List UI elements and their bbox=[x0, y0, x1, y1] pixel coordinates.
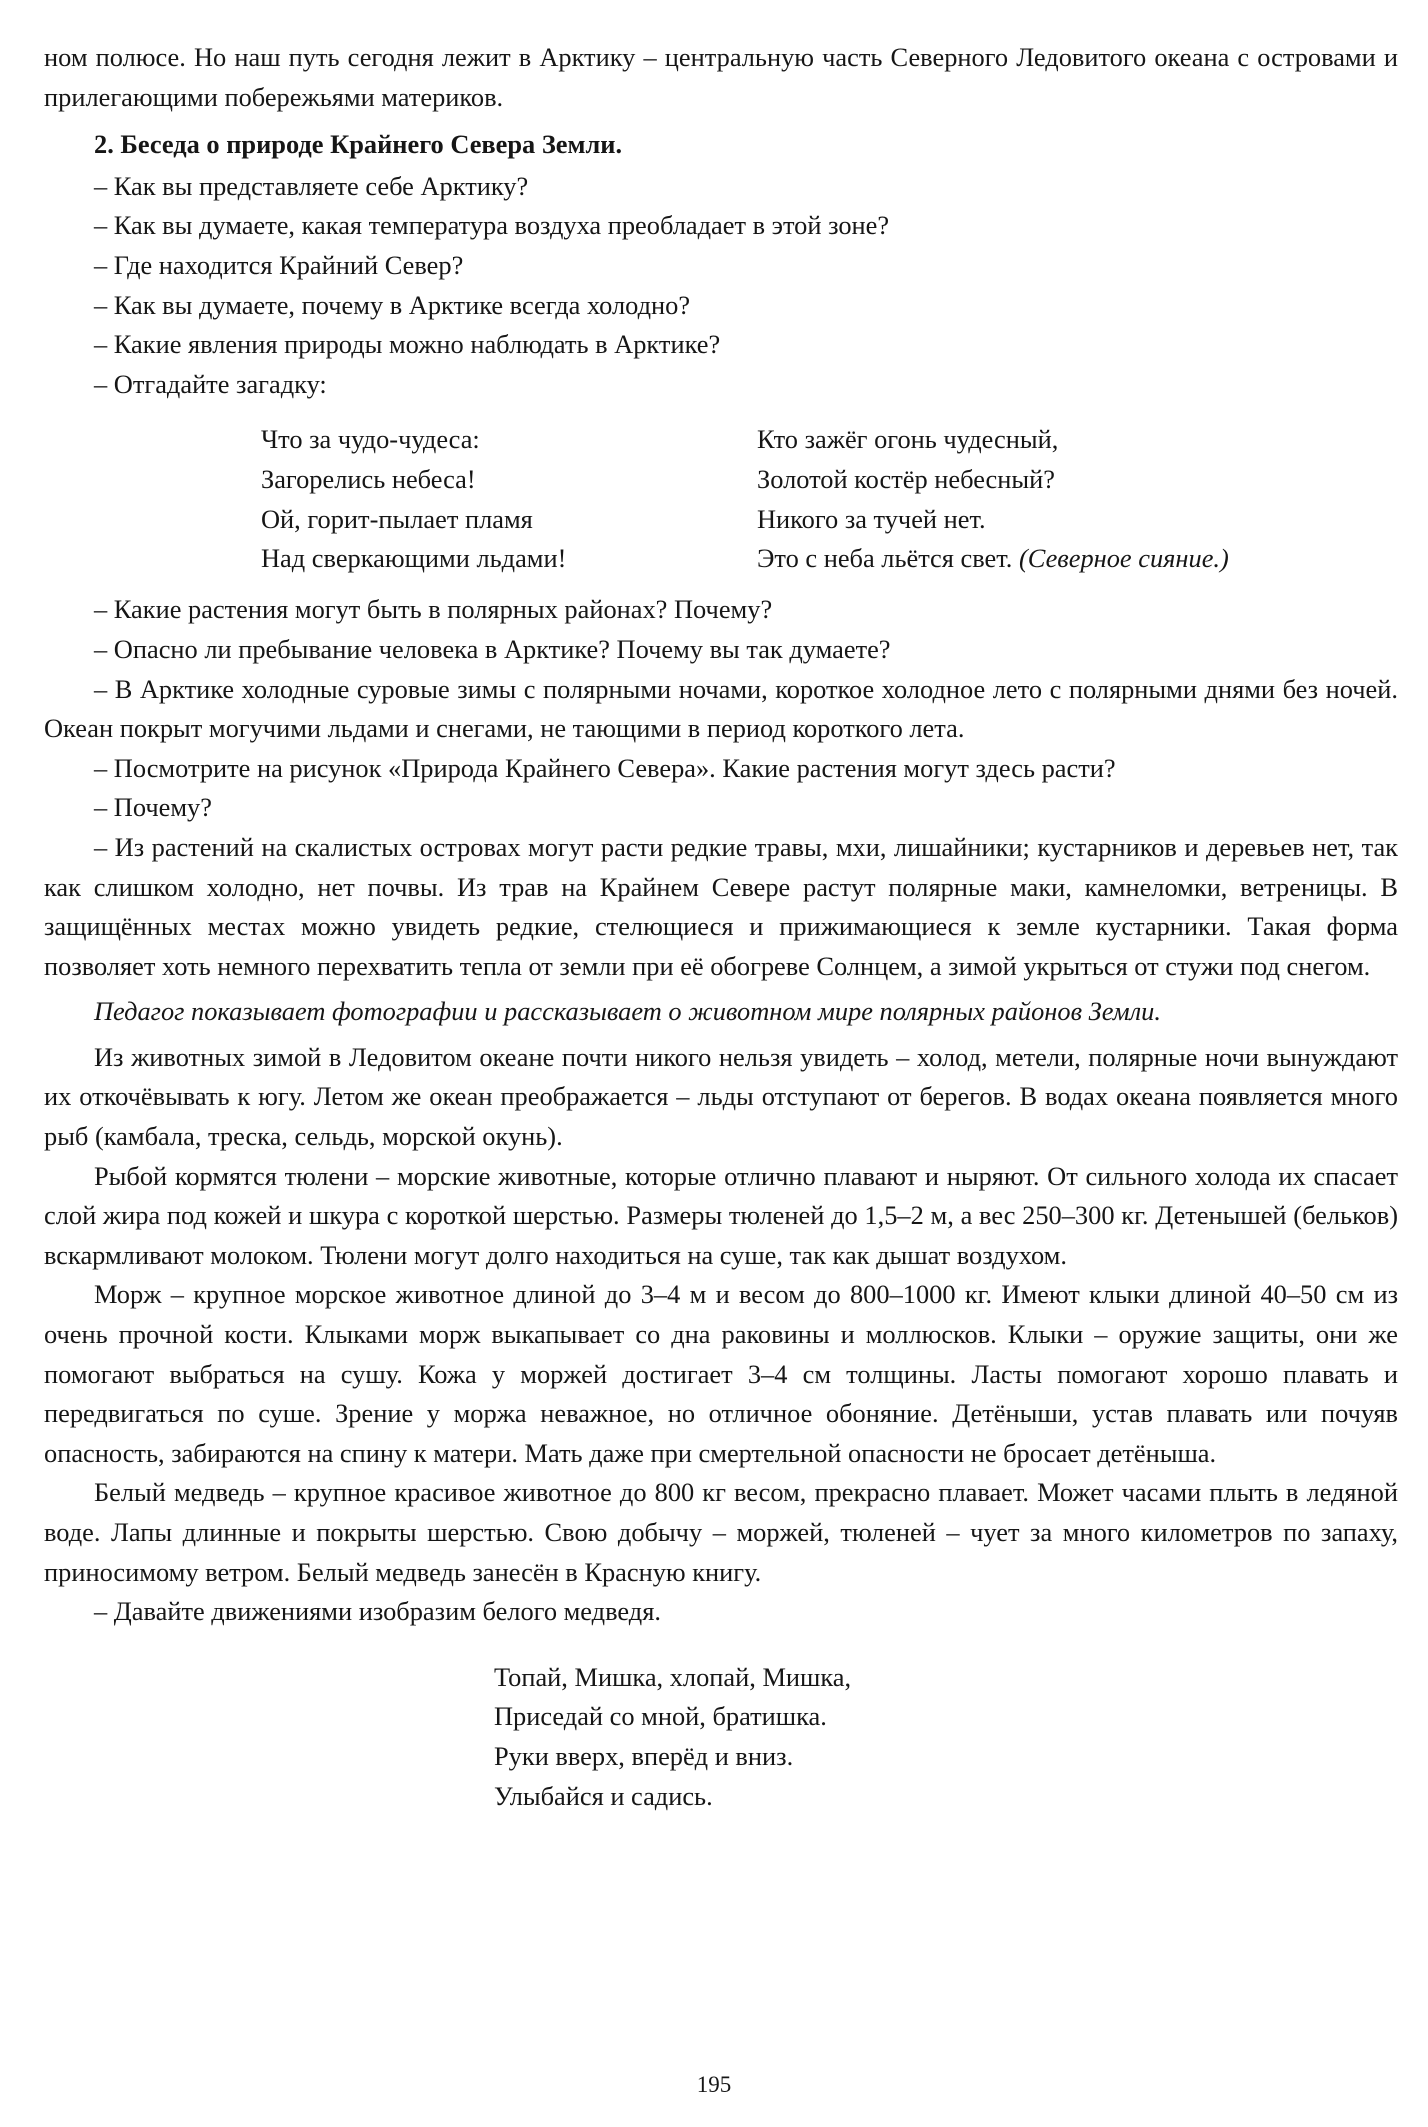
movement-prompt: – Давайте движениями изобразим белого медведя. bbox=[94, 1596, 661, 1627]
riddle-line: Кто зажёг огонь чудесный, bbox=[757, 424, 1059, 455]
question-line: – Опасно ли пребывание человека в Арктике? Почему вы так думаете? bbox=[94, 633, 891, 664]
question-line: – Как вы думаете, почему в Арктике всегда холодно? bbox=[94, 289, 691, 320]
why-question: – Почему? bbox=[94, 792, 212, 823]
teacher-note: Педагог показывает фотографии и рассказывает о животном мире полярных районов Земли. bbox=[94, 996, 1161, 1027]
riddle-line: Золотой костёр небесный? bbox=[757, 463, 1055, 494]
riddle-block bbox=[44, 420, 1398, 578]
question-line: – Где находится Крайний Север? bbox=[94, 249, 464, 280]
poem-block bbox=[494, 1658, 1398, 1816]
plants-paragraph: – Из растений на скалистых островах могут расти редкие травы, мхи, лишайники; кустарников и деревьев нет, так как слишком холодно, нет почвы. Из трав на Крайнем Севере растут полярные маки, камнеломки, ветреницы. В защищённых местах можно увидеть редкие, стелющиеся и прижимающиеся к земле кустарники. Такая форма позволяет хоть немного перехватить тепла от земли при её обогреве Солнцем, а зимой укрыться от стужи под снегом. bbox=[44, 831, 1398, 981]
poem-line: Улыбайся и садись. bbox=[494, 1780, 713, 1811]
riddle-line: Это с неба льётся свет. bbox=[757, 543, 1013, 574]
riddle-line: Что за чудо-чудеса: bbox=[261, 424, 480, 455]
riddle-right-column bbox=[757, 420, 1229, 578]
picture-question: – Посмотрите на рисунок «Природа Крайнего Севера». Какие растения могут здесь расти? bbox=[94, 752, 1116, 783]
animals-paragraph: Из животных зимой в Ледовитом океане почти никого нельзя увидеть – холод, метели, полярные ночи вынуждают их откочёвывать к югу. Летом же океан преображается – льды отступают от берегов. В водах океана появляется много рыб (камбала, треска, сельдь, морской окунь). bbox=[44, 1041, 1398, 1152]
question-line: – Как вы представляете себе Арктику? bbox=[94, 170, 529, 201]
question-line: – Какие растения могут быть в полярных районах? Почему? bbox=[94, 594, 773, 625]
walrus-paragraph: Морж – крупное морское животное длиной до 3–4 м и весом до 800–1000 кг. Имеют клыки длиной 40–50 см из очень прочной кости. Клыками морж выкапывает со дна раковины и моллюсков. Клыки – оружие защиты, они же помогают выбраться на сушу. Кожа у моржей достигает 3–4 см толщины. Ласты помогают хорошо плавать и передвигаться по суше. Зрение у моржа неважное, но отличное обоняние. Детёныши, устав плавать или почуяв опасность, забираются на спину к матери. Мать даже при смертельной опасности не бросает детёныша. bbox=[44, 1279, 1398, 1468]
riddle-answer: (Северное сияние.) bbox=[1019, 543, 1229, 574]
riddle-line: Ой, горит-пылает пламя bbox=[261, 503, 533, 534]
arctic-climate-paragraph: – В Арктике холодные суровые зимы с полярными ночами, короткое холодное лето с полярными днями без ночей. Океан покрыт могучими льдами и снегами, не тающими в период короткого лета. bbox=[44, 673, 1398, 744]
question-list-1 bbox=[44, 167, 1398, 405]
poem-line: Руки вверх, вперёд и вниз. bbox=[494, 1740, 794, 1771]
document-page bbox=[44, 38, 1398, 1816]
riddle-line: Никого за тучей нет. bbox=[757, 503, 986, 534]
polar-bear-paragraph: Белый медведь – крупное красивое животное до 800 кг весом, прекрасно плавает. Может часами плыть в ледяной воде. Лапы длинные и покрыты шерстью. Свою добычу – моржей, тюленей – чует за много километров по запаху, приносимому ветром. Белый медведь занесён в Красную книгу. bbox=[44, 1477, 1398, 1587]
poem-line: Приседай со мной, братишка. bbox=[494, 1701, 827, 1732]
riddle-left-column bbox=[261, 420, 566, 578]
riddle-line-with-answer bbox=[757, 539, 1229, 579]
poem-line: Топай, Мишка, хлопай, Мишка, bbox=[494, 1661, 852, 1692]
seals-paragraph: Рыбой кормятся тюлени – морские животные, которые отлично плавают и ныряют. От сильного холода их спасает слой жира под кожей и шкура с короткой шерстью. Размеры тюленей до 1,5–2 м, а вес 250–300 кг. Детенышей (бельков) вскармливают молоком. Тюлени могут долго находиться на суше, так как дышат воздухом. bbox=[44, 1160, 1398, 1270]
intro-paragraph: ном полюсе. Но наш путь сегодня лежит в Арктику – центральную часть Северного Ледовитого океана с островами и прилегающими побережьями материков. bbox=[44, 42, 1398, 112]
question-line: – Как вы думаете, какая температура воздуха преобладает в этой зоне? bbox=[94, 210, 890, 241]
section-heading: 2. Беседа о природе Крайнего Севера Земли. bbox=[94, 129, 623, 160]
riddle-line: Над сверкающими льдами! bbox=[261, 543, 567, 574]
page-number: 195 bbox=[696, 2072, 732, 2097]
question-list-2 bbox=[44, 590, 1398, 669]
riddle-line: Загорелись небеса! bbox=[261, 463, 476, 494]
question-line: – Отгадайте загадку: bbox=[94, 368, 327, 399]
question-line: – Какие явления природы можно наблюдать в Арктике? bbox=[94, 329, 721, 360]
